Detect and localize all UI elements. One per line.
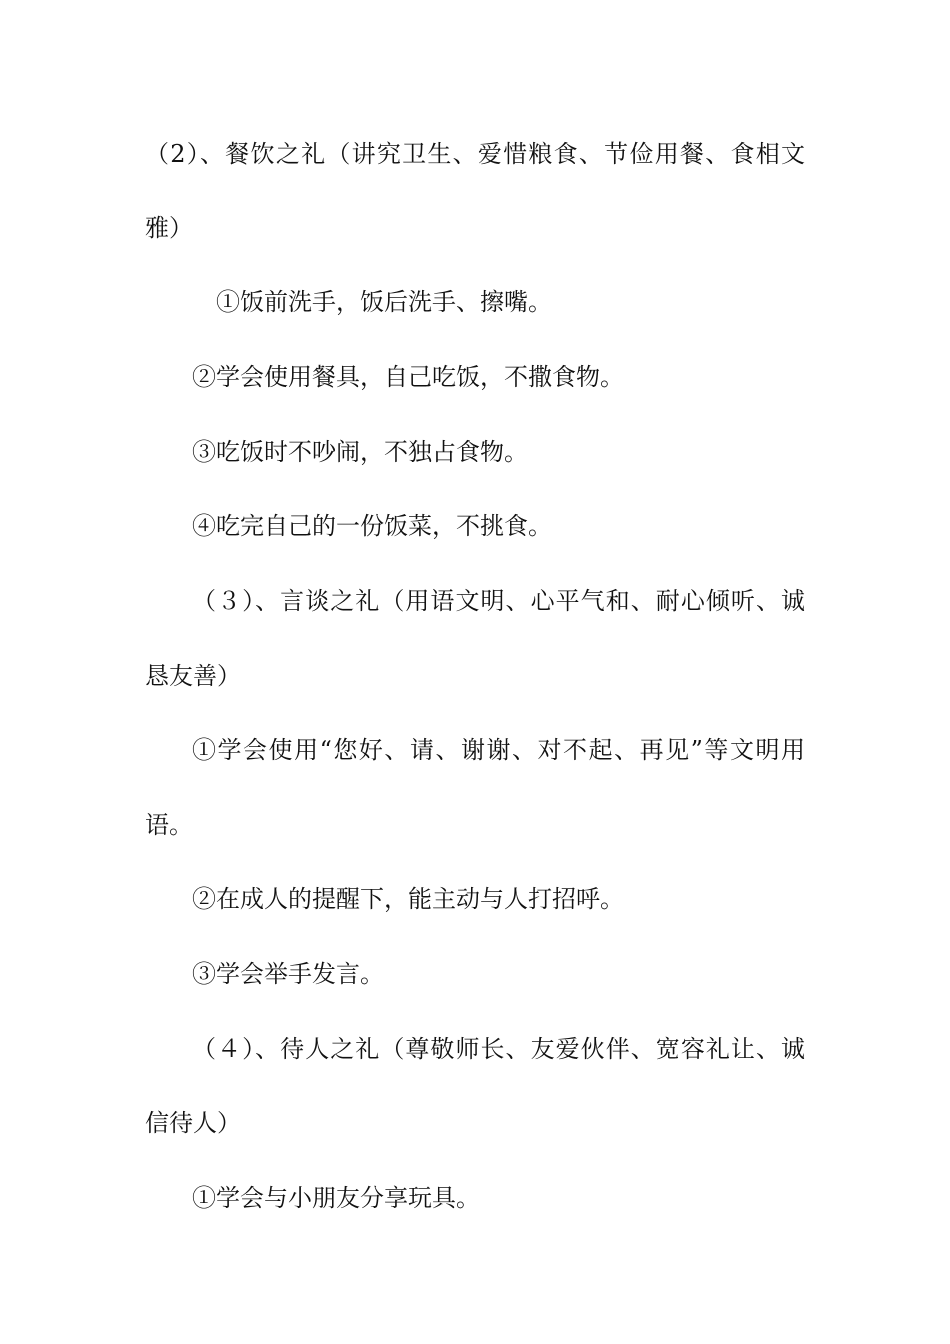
section-2-heading: （2）、餐饮之礼（讲究卫生、爱惜粮食、节俭用餐、食相文: [145, 140, 805, 168]
section-2-heading-continued: 雅）: [145, 214, 193, 242]
section-4-heading: （４）、待人之礼（尊敬师长、友爱伙伴、宽容礼让、诚: [192, 1035, 805, 1063]
section-4-heading-continued: 信待人）: [145, 1109, 241, 1137]
list-item: ①学会使用“您好、请、谢谢、对不起、再见”等文明用: [192, 736, 805, 764]
list-item: ③吃饭时不吵闹，不独占食物。: [192, 438, 528, 466]
list-item: ①学会与小朋友分享玩具。: [192, 1184, 480, 1212]
section-3-heading-continued: 恳友善）: [145, 662, 241, 690]
section-3-heading: （３）、言谈之礼（用语文明、心平气和、耐心倾听、诚: [192, 587, 805, 615]
list-item: ④吃完自己的一份饭菜，不挑食。: [192, 512, 552, 540]
list-item: ②在成人的提醒下，能主动与人打招呼。: [192, 885, 624, 913]
list-item-continued: 语。: [145, 811, 193, 839]
list-item: ①饭前洗手，饭后洗手、擦嘴。: [216, 288, 552, 316]
list-item: ②学会使用餐具，自己吃饭，不撒食物。: [192, 363, 624, 391]
list-item: ③学会举手发言。: [192, 960, 384, 988]
